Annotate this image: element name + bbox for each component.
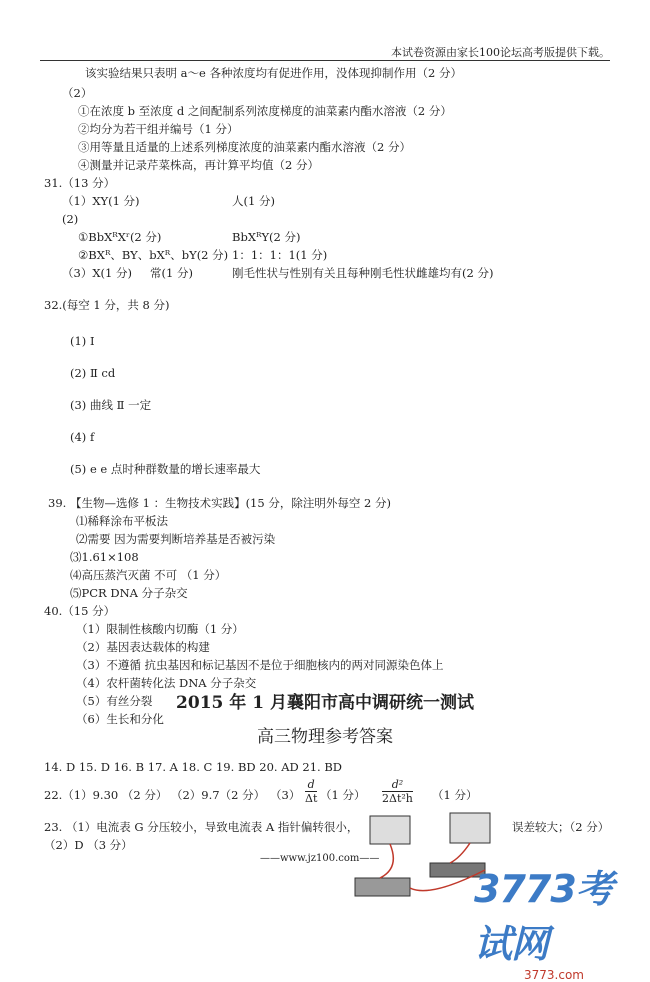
answer-line: （3） [270,788,301,802]
watermark-url: ——www.jz100.com—— [260,853,380,864]
fraction-d2-over-2dt2h [382,778,413,805]
answer-line: ①在浓度 b 至浓度 d 之间配制系列浓度梯度的油菜素内酯水溶液（2 分） [78,104,452,118]
battery-box [355,878,410,896]
answer-line: (1) Ⅰ [70,334,95,348]
answer-line: （1 分） [432,788,478,802]
answer-line: （1 分） [320,788,366,802]
answer-line: （4）农杆菌转化法 DNA 分子杂交 [76,676,257,690]
logo-subtext: 3773.com [524,968,584,982]
meter-box-left [370,816,410,844]
answer-line: （1）限制性核酸内切酶（1 分） [76,622,244,636]
answer-line: ⑴稀释涂布平板法 [76,514,168,528]
answer-line: ②均分为若干组并编号（1 分） [78,122,239,136]
answer-line: ⑶1.61×108 [70,550,139,564]
answer-line: ③用等量且适量的上述系列梯度浓度的油菜素内酯水溶液（2 分） [78,140,411,154]
meter-box-right [450,813,490,843]
answer-line: （2）基因表达载体的构建 [76,640,210,654]
document-subtitle: 高三物理参考答案 [257,727,393,747]
answer-line: 22.（1）9.30 （2 分） （2）9.7（2 分） [44,788,266,802]
answer-line: 14. D 15. D 16. B 17. A 18. C 19. BD 20. AD 21. BD [44,760,343,774]
answer-line: (2) [62,212,79,226]
answer-line: 1：1：1：1(1 分) [232,248,328,262]
answer-line: 该实验结果只表明 a～e 各种浓度均有促进作用，没体现抑制作用（2 分） [85,66,462,80]
answer-line: ①BbXᴿXʳ(2 分) [78,230,162,244]
document-title: 2015 年 1 月襄阳市高中调研统一测试 [176,693,474,713]
answer-line: (4) f [70,430,95,444]
answer-line: 刚毛性状与性别有关且每种刚毛性状雌雄均有(2 分) [232,266,494,280]
answer-line: （2） [62,86,93,100]
answer-line: 人(1 分) [232,194,275,208]
fraction-numerator: d [305,778,317,792]
header-rule [40,60,610,61]
fraction-d-over-dt [305,778,317,805]
site-logo [474,858,634,982]
answer-line: (2) Ⅱ cd [70,366,116,380]
answer-line: 23. （1）电流表 G 分压较小，导致电流表 A 指针偏转很小， [44,820,359,834]
answer-line: BbXᴿY(2 分) [232,230,301,244]
answer-line: 39. 【生物—选修 1 ：生物技术实践】(15 分，除注明外每空 2 分) [48,496,391,510]
answer-line: 31.（13 分） [44,176,116,190]
fraction-denominator: 2Δt²h [382,792,413,805]
answer-line: (5) e e 点时种群数量的增长速率最大 [70,462,261,476]
header-note: 本试卷资源由家长100论坛高考版提供下载。 [391,46,610,59]
answer-line: （5）有丝分裂 [76,694,153,708]
answer-line: (3) 曲线 Ⅱ 一定 [70,398,152,412]
fraction-denominator: Δt [305,792,318,805]
logo-text: 3773考试网 [474,867,613,966]
answer-line: ⑷高压蒸汽灭菌 不可 （1 分） [70,568,227,582]
answer-line: （2）D （3 分） [44,838,133,852]
answer-line: （1）XY(1 分) [62,194,140,208]
answer-line: 40.（15 分） [44,604,116,618]
answer-line: 误差较大；（2 分） [512,820,610,834]
answer-line: ⑸PCR DNA 分子杂交 [70,586,188,600]
answer-line: （3）不遵循 抗虫基因和标记基因不是位于细胞核内的两对同源染色体上 [76,658,444,672]
answer-line: ⑵需要 因为需要判断培养基是否被污染 [76,532,276,546]
answer-line: 32.(每空 1 分，共 8 分) [44,298,170,312]
answer-line: ②BXᴿ、BY、bXᴿ、bY(2 分) [78,248,229,262]
answer-line: （6）生长和分化 [76,712,164,726]
answer-line: （3）X(1 分) [62,266,132,280]
answer-line: ④测量并记录芹菜株高，再计算平均值（2 分） [78,158,319,172]
fraction-numerator: d² [382,778,413,792]
answer-line: 常(1 分) [150,266,193,280]
